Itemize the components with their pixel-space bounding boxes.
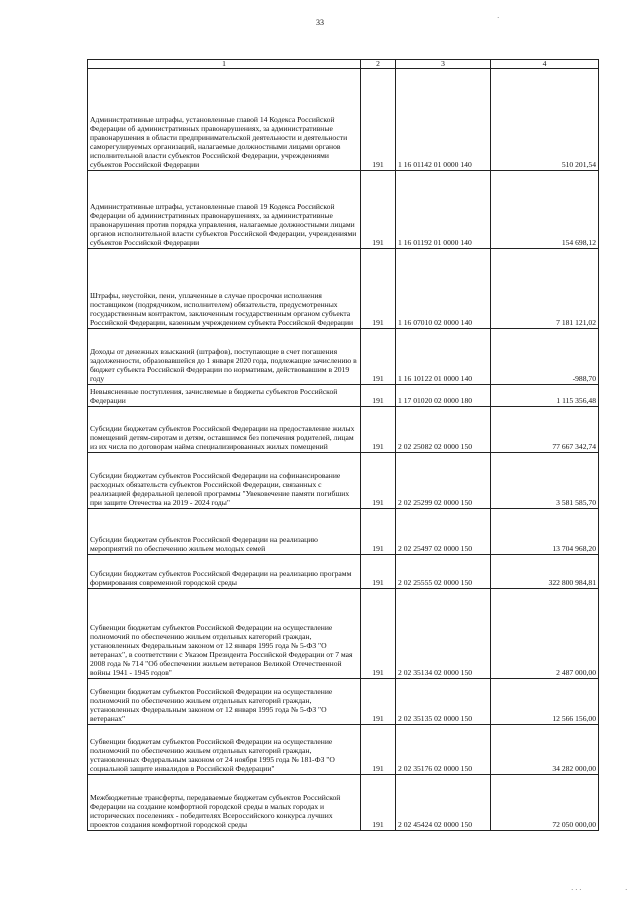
table-row xyxy=(88,453,599,509)
row-amount: 3 581 585,70 xyxy=(491,453,599,509)
column-header-4: 4 xyxy=(491,60,599,69)
row-amount: 77 667 342,74 xyxy=(491,407,599,453)
row-description: Субвенции бюджетам субъектов Российской Федерации на осуществление полномочий по обеспечению жильем отдельных категорий граждан, установленных Федеральным законом от 24 ноября 1995 года № 181-ФЗ "О социальной защите инвалидов в Российской Федерации" xyxy=(88,725,361,775)
row-budget-code: 2 02 25555 02 0000 150 xyxy=(396,555,491,589)
row-description: Субсидии бюджетам субъектов Российской Федерации на предоставление жилых помещений детям-сиротам и детям, оставшимся без попечения родителей, лицам из их числа по договорам найма специализированных жилых помещений xyxy=(88,407,361,453)
row-admin-code: 191 xyxy=(361,249,396,329)
row-description: Субсидии бюджетам субъектов Российской Федерации на реализацию мероприятий по обеспечению жильем молодых семей xyxy=(88,509,361,555)
row-description: Невыясненные поступления, зачисляемые в бюджеты субъектов Российской Федерации xyxy=(88,385,361,407)
row-amount: 72 050 000,00 xyxy=(491,775,599,831)
row-budget-code: 1 16 10122 01 0000 140 xyxy=(396,329,491,385)
row-budget-code: 1 17 01020 02 0000 180 xyxy=(396,385,491,407)
row-amount: 510 201,54 xyxy=(491,69,599,171)
row-budget-code: 2 02 35134 02 0000 150 xyxy=(396,589,491,679)
scan-mark: · xyxy=(625,886,628,894)
table-row xyxy=(88,329,599,385)
row-budget-code: 1 16 07010 02 0000 140 xyxy=(396,249,491,329)
table-row xyxy=(88,589,599,679)
scan-mark: · xyxy=(497,14,500,22)
scan-mark: · · · xyxy=(571,886,582,894)
row-description: Административные штрафы, установленные главой 19 Кодекса Российской Федерации об административных правонарушениях, за административные правонарушения против порядка управления, налагаемые должностными лицами органов исполнительной власти субъектов Российской Федерации, учреждениями субъектов Российской Федерации xyxy=(88,171,361,249)
row-admin-code: 191 xyxy=(361,589,396,679)
row-admin-code: 191 xyxy=(361,171,396,249)
column-header-1: 1 xyxy=(88,60,361,69)
row-admin-code: 191 xyxy=(361,775,396,831)
row-admin-code: 191 xyxy=(361,453,396,509)
row-description: Субвенции бюджетам субъектов Российской Федерации на осуществление полномочий по обеспечению жильем отдельных категорий граждан, установленных Федеральным законом от 12 января 1995 года № 5-ФЗ "О ветеранах" xyxy=(88,679,361,725)
row-budget-code: 1 16 01192 01 0000 140 xyxy=(396,171,491,249)
table-row xyxy=(88,509,599,555)
row-budget-code: 1 16 01142 01 0000 140 xyxy=(396,69,491,171)
row-amount: -988,70 xyxy=(491,329,599,385)
row-admin-code: 191 xyxy=(361,679,396,725)
revenue-table xyxy=(87,59,599,831)
row-amount: 2 487 000,00 xyxy=(491,589,599,679)
row-admin-code: 191 xyxy=(361,725,396,775)
row-description: Штрафы, неустойки, пени, уплаченные в случае просрочки исполнения поставщиком (подрядчиком, исполнителем) обязательств, предусмотренных государственным контрактом, заключенным государственным органом субъекта Российской Федерации, казенным учреждением субъекта Российской Федерации xyxy=(88,249,361,329)
row-admin-code: 191 xyxy=(361,555,396,589)
revenue-table-body xyxy=(88,60,599,831)
table-header-row xyxy=(88,60,599,69)
table-row xyxy=(88,775,599,831)
row-admin-code: 191 xyxy=(361,407,396,453)
row-description: Межбюджетные трансферты, передаваемые бюджетам субъектов Российской Федерации на создание комфортной городской среды в малых городах и исторических поселениях - победителях Всероссийского конкурса лучших проектов создания комфортной городской среды xyxy=(88,775,361,831)
row-admin-code: 191 xyxy=(361,509,396,555)
row-amount: 1 115 356,48 xyxy=(491,385,599,407)
row-description: Административные штрафы, установленные главой 14 Кодекса Российской Федерации об административных правонарушениях, за административные правонарушения в области предпринимательской деятельности и деятельности саморегулируемых организаций, налагаемые должностными лицами органов исполнительной власти субъектов Российской Федерации, учреждениями субъектов Российской Федерации xyxy=(88,69,361,171)
page-number: 33 xyxy=(316,18,324,27)
row-description: Субвенции бюджетам субъектов Российской Федерации на осуществление полномочий по обеспечению жильем отдельных категорий граждан, установленных Федеральным законом от 12 января 1995 года № 5-ФЗ "О ветеранах", в соответствии с Указом Президента Российской Федерации от 7 мая 2008 года № 714 "Об обеспечении жильем ветеранов Великой Отечественной войны 1941 - 1945 годов" xyxy=(88,589,361,679)
row-budget-code: 2 02 25082 02 0000 150 xyxy=(396,407,491,453)
row-budget-code: 2 02 35135 02 0000 150 xyxy=(396,679,491,725)
row-amount: 12 566 156,00 xyxy=(491,679,599,725)
row-budget-code: 2 02 25299 02 0000 150 xyxy=(396,453,491,509)
row-amount: 154 698,12 xyxy=(491,171,599,249)
table-row xyxy=(88,407,599,453)
table-row xyxy=(88,69,599,171)
table-row xyxy=(88,725,599,775)
row-admin-code: 191 xyxy=(361,385,396,407)
row-amount: 322 800 984,81 xyxy=(491,555,599,589)
row-amount: 7 181 121,02 xyxy=(491,249,599,329)
row-description: Субсидии бюджетам субъектов Российской Федерации на софинансирование расходных обязательств субъектов Российской Федерации, связанных с реализацией федеральной целевой программы "Увековечение памяти погибших при защите Отечества на 2019 - 2024 годы" xyxy=(88,453,361,509)
row-budget-code: 2 02 35176 02 0000 150 xyxy=(396,725,491,775)
table-row xyxy=(88,555,599,589)
table-row xyxy=(88,679,599,725)
row-amount: 13 704 968,20 xyxy=(491,509,599,555)
row-amount: 34 282 000,00 xyxy=(491,725,599,775)
row-admin-code: 191 xyxy=(361,69,396,171)
row-budget-code: 2 02 45424 02 0000 150 xyxy=(396,775,491,831)
column-header-3: 3 xyxy=(396,60,491,69)
row-admin-code: 191 xyxy=(361,329,396,385)
column-header-2: 2 xyxy=(361,60,396,69)
table-row xyxy=(88,249,599,329)
row-budget-code: 2 02 25497 02 0000 150 xyxy=(396,509,491,555)
table-row xyxy=(88,385,599,407)
row-description: Субсидии бюджетам субъектов Российской Федерации на реализацию программ формирования современной городской среды xyxy=(88,555,361,589)
table-row xyxy=(88,171,599,249)
row-description: Доходы от денежных взысканий (штрафов), поступающие в счет погашения задолженности, образовавшейся до 1 января 2020 года, подлежащие зачислению в бюджет субъекта Российской Федерации по нормативам, действовавшим в 2019 году xyxy=(88,329,361,385)
